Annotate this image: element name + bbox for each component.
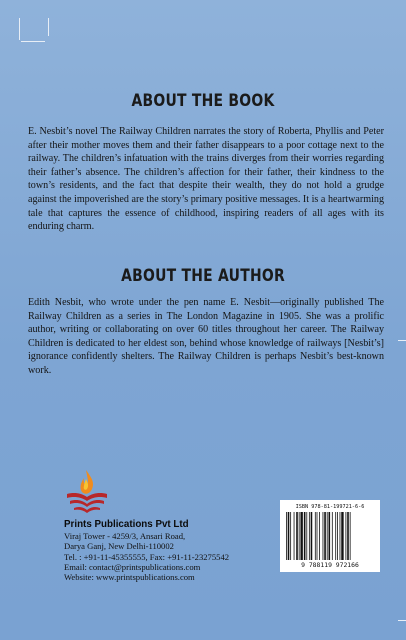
crop-mark	[19, 18, 20, 40]
barcode-digits: 9 788119 972166	[301, 561, 359, 569]
about-author-heading: ABOUT THE AUTHOR	[121, 266, 285, 286]
publisher-website: Website: www.printspublications.com	[64, 572, 195, 583]
about-book-heading: ABOUT THE BOOK	[131, 91, 275, 111]
publisher-email: Email: contact@printspublications.com	[64, 561, 201, 572]
about-author-text: Edith Nesbit, who wrote under the pen name E. Nesbit—originally published The Railway Children as a series in The London Magazine in 1905. She was a prolific author, writing or collaborating on over 60 titles throughout her career. The Railway Children is dedicated to her eldest son, behind whose knowledge of railways [Nesbit’s] ignorance confidently shelters. The Railway Children is perhaps Nesbit’s best-known work.	[28, 297, 384, 376]
publisher-address-1: Viraj Tower - 4259/3, Ansari Road,	[64, 531, 186, 541]
crop-mark	[398, 620, 406, 621]
about-book-text: E. Nesbit’s novel The Railway Children narrates the story of Roberta, Phyllis and Peter after their mother moves them and their father disappears to a poor cottage next to the railway. The children’s infatuation with the trains diverges from their worries regarding their father’s absence. The children’s affection for their father, their kindness to the town’s residents, and the fact that despite their wealth, they do not hold a grudge against the impoverished are the story’s primary positive messages. It is a heartwarming tale that captures the essence of childhood, inspiring readers of all ages with its enduring charm.	[28, 126, 384, 233]
publisher-block	[64, 519, 229, 582]
publisher-address-2: Darya Ganj, New Delhi-110002	[64, 541, 174, 552]
publisher-name: Prints Publications Pvt Ltd	[64, 519, 189, 530]
crop-mark	[21, 41, 45, 42]
barcode	[280, 500, 380, 572]
publisher-phone: Tel. : +91-11-45355555, Fax: +91-11-23275542	[64, 551, 230, 562]
book-with-flame-logo	[64, 468, 110, 516]
isbn-label: ISBN 978-81-199721-6-6	[295, 504, 365, 510]
crop-mark	[398, 340, 406, 341]
crop-mark	[48, 18, 49, 36]
barcode-bars	[285, 512, 375, 560]
